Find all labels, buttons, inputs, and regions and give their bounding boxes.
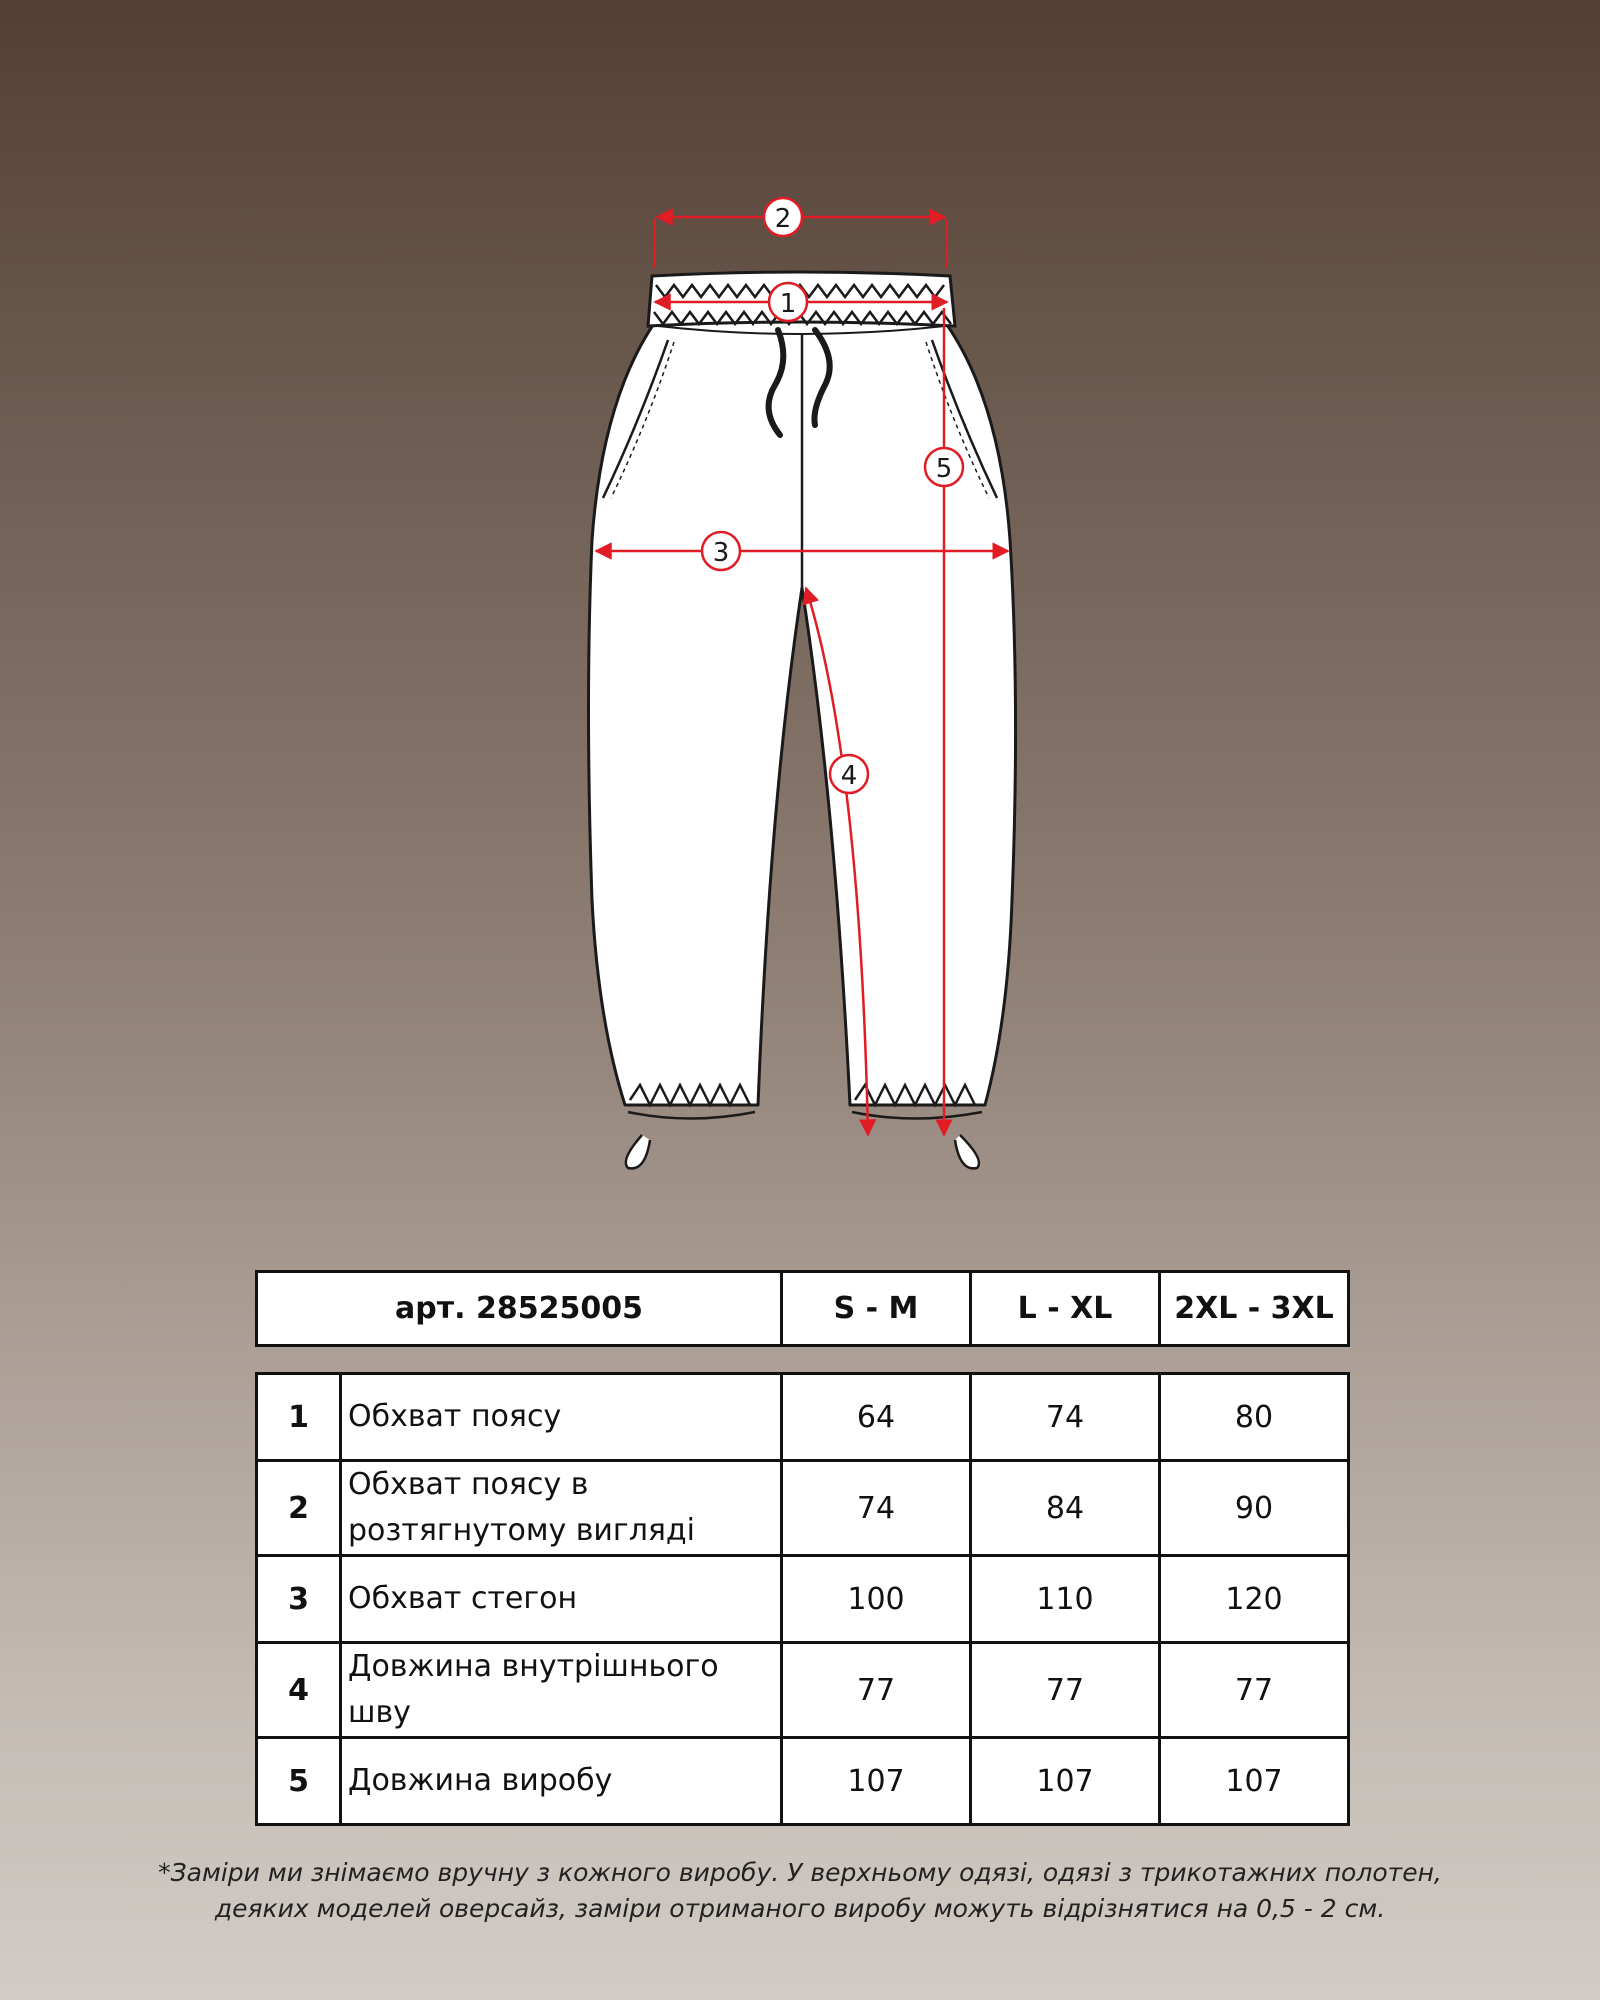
row-number: 3 [257, 1556, 341, 1643]
value-l-xl: 84 [971, 1461, 1160, 1556]
table-row [257, 1374, 1349, 1461]
value-s-m: 74 [782, 1461, 971, 1556]
value-s-m: 64 [782, 1374, 971, 1461]
value-2xl-3xl: 120 [1160, 1556, 1349, 1643]
value-2xl-3xl: 80 [1160, 1374, 1349, 1461]
article-number: арт. 28525005 [257, 1272, 782, 1346]
row-number: 5 [257, 1738, 341, 1825]
value-l-xl: 74 [971, 1374, 1160, 1461]
marker-4 [830, 755, 868, 793]
value-s-m: 100 [782, 1556, 971, 1643]
row-number: 2 [257, 1461, 341, 1556]
value-l-xl: 77 [971, 1643, 1160, 1738]
marker-5 [925, 448, 963, 486]
svg-text:1: 1 [779, 289, 797, 319]
value-l-xl: 107 [971, 1738, 1160, 1825]
value-s-m: 107 [782, 1738, 971, 1825]
size-chart-table [255, 1372, 1350, 1826]
svg-text:5: 5 [935, 454, 953, 484]
size-header-s-m: S - M [782, 1272, 971, 1346]
marker-2 [764, 198, 802, 236]
size-header-2xl-3xl: 2XL - 3XL [1160, 1272, 1349, 1346]
table-row [257, 1738, 1349, 1825]
measurement-label: Обхват поясу в розтягнутому вигляді [341, 1461, 782, 1556]
svg-text:3: 3 [712, 538, 730, 568]
measurement-label: Обхват поясу [341, 1374, 782, 1461]
svg-text:4: 4 [840, 761, 858, 791]
header-row [257, 1272, 1349, 1346]
measurement-label: Довжина внутрішнього шву [341, 1643, 782, 1738]
measurement-label: Обхват стегон [341, 1556, 782, 1643]
row-number: 1 [257, 1374, 341, 1461]
row-number: 4 [257, 1643, 341, 1738]
table-row [257, 1461, 1349, 1556]
value-l-xl: 110 [971, 1556, 1160, 1643]
marker-3 [702, 532, 740, 570]
value-2xl-3xl: 77 [1160, 1643, 1349, 1738]
marker-1 [769, 283, 807, 321]
measurement-label: Довжина виробу [341, 1738, 782, 1825]
table-row [257, 1556, 1349, 1643]
size-header-l-xl: L - XL [971, 1272, 1160, 1346]
value-2xl-3xl: 107 [1160, 1738, 1349, 1825]
value-s-m: 77 [782, 1643, 971, 1738]
value-2xl-3xl: 90 [1160, 1461, 1349, 1556]
footnote-line-1: *Заміри ми знімаємо вручну з кожного виробу. У верхньому одязі, одязі з трикотажних полотен, [158, 1858, 1442, 1887]
svg-text:2: 2 [774, 204, 792, 234]
size-header-table [255, 1270, 1350, 1347]
footnote-line-2: деяких моделей оверсайз, заміри отриманого виробу можуть відрізнятися на 0,5 - 2 см. [214, 1894, 1386, 1923]
measurement-footnote [60, 1855, 1540, 1927]
table-row [257, 1643, 1349, 1738]
